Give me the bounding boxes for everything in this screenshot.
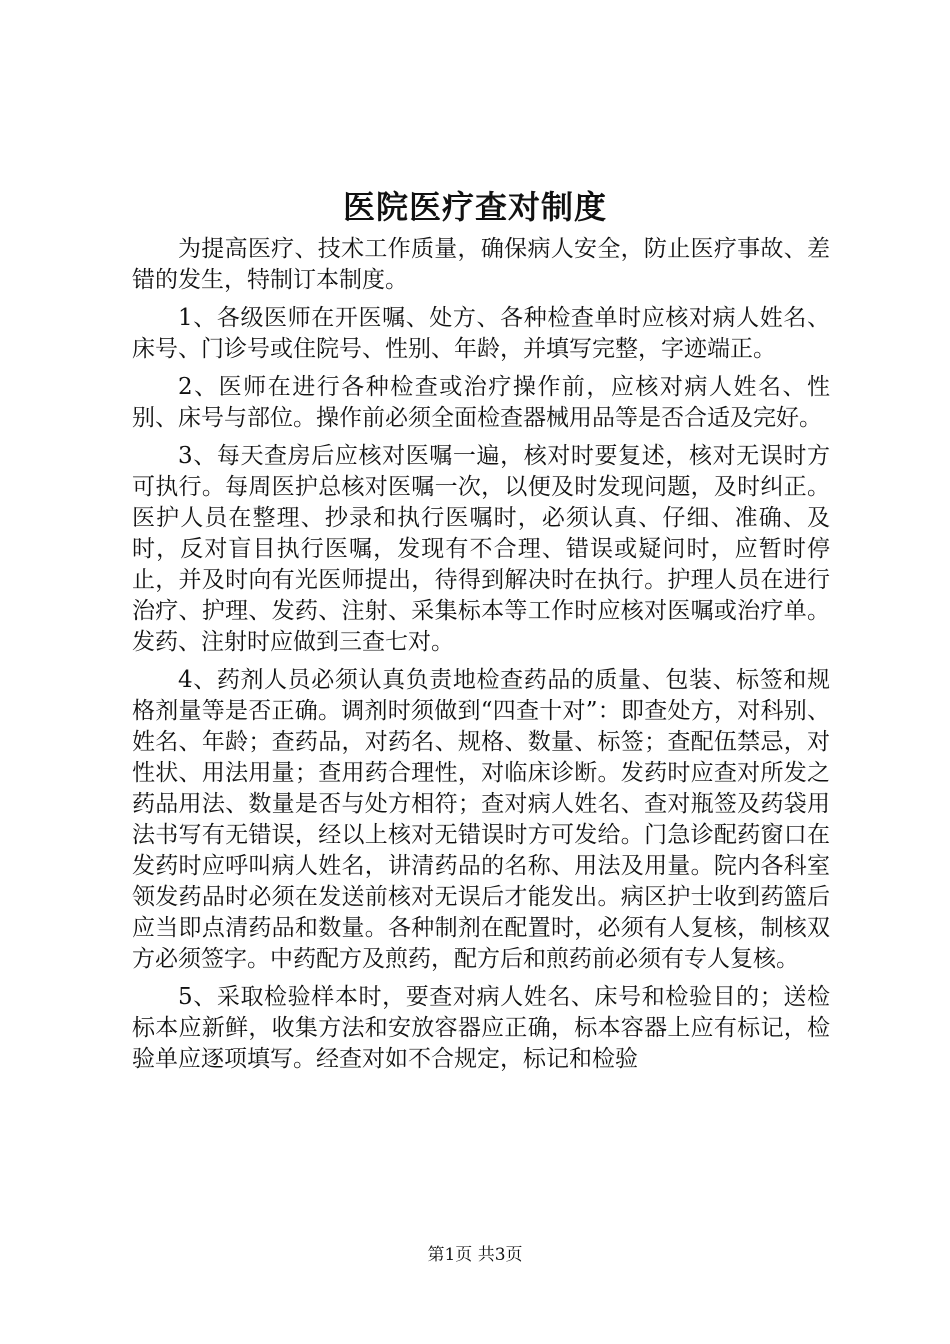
paragraph-1: 1、各级医师在开医嘱、处方、各种检查单时应核对病人姓名、床号、门诊号或住院号、性别、年龄，并填写完整，字迹端正。 bbox=[132, 305, 830, 362]
paragraph-3: 3、每天查房后应核对医嘱一遍，核对时要复述，核对无误时方可执行。每周医护总核对医嘱一次，以便及时发现问题，及时纠正。医护人员在整理、抄录和执行医嘱时，必须认真、仔细、准确、及时，反对盲目执行医嘱，发现有不合理、错误或疑问时，应暂时停止，并及时向有光医师提出，待得到解决时在执行。护理人员在进行治疗、护理、发药、注射、采集标本等工作时应核对医嘱或治疗单。发药、注射时应做到三查七对。 bbox=[132, 443, 830, 655]
paragraph-intro: 为提高医疗、技术工作质量，确保病人安全，防止医疗事故、差错的发生，特制订本制度。 bbox=[132, 236, 830, 293]
page-footer: 第1页 共3页 bbox=[427, 1245, 523, 1265]
paragraph-2: 2、医师在进行各种检查或治疗操作前，应核对病人姓名、性别、床号与部位。操作前必须全面检查器械用品等是否合适及完好。 bbox=[132, 374, 830, 431]
document-title: 医院医疗查对制度 bbox=[342, 188, 607, 226]
document-body bbox=[132, 234, 830, 1082]
paragraph-5: 5、采取检验样本时，要查对病人姓名、床号和检验目的；送检标本应新鲜，收集方法和安放容器应正确，标本容器上应有标记，检验单应逐项填写。经查对如不合规定，标记和检验 bbox=[132, 984, 830, 1072]
paragraph-4: 4、药剂人员必须认真负责地检查药品的质量、包装、标签和规格剂量等是否正确。调剂时须做到“四查十对”：即查处方，对科别、姓名、年龄；查药品，对药名、规格、数量、标签；查配伍禁忌，对性状、用法用量；查用药合理性，对临床诊断。发药时应查对所发之药品用法、数量是否与处方相符；查对病人姓名、查对瓶签及药袋用法书写有无错误，经以上核对无错误时方可发给。门急诊配药窗口在发药时应呼叫病人姓名，讲清药品的名称、用法及用量。院内各科室领发药品时必须在发送前核对无误后才能发出。病区护士收到药篮后应当即点清药品和数量。各种制剂在配置时，必须有人复核，制核双方必须签字。中药配方及煎药，配方后和煎药前必须有专人复核。 bbox=[132, 667, 830, 972]
